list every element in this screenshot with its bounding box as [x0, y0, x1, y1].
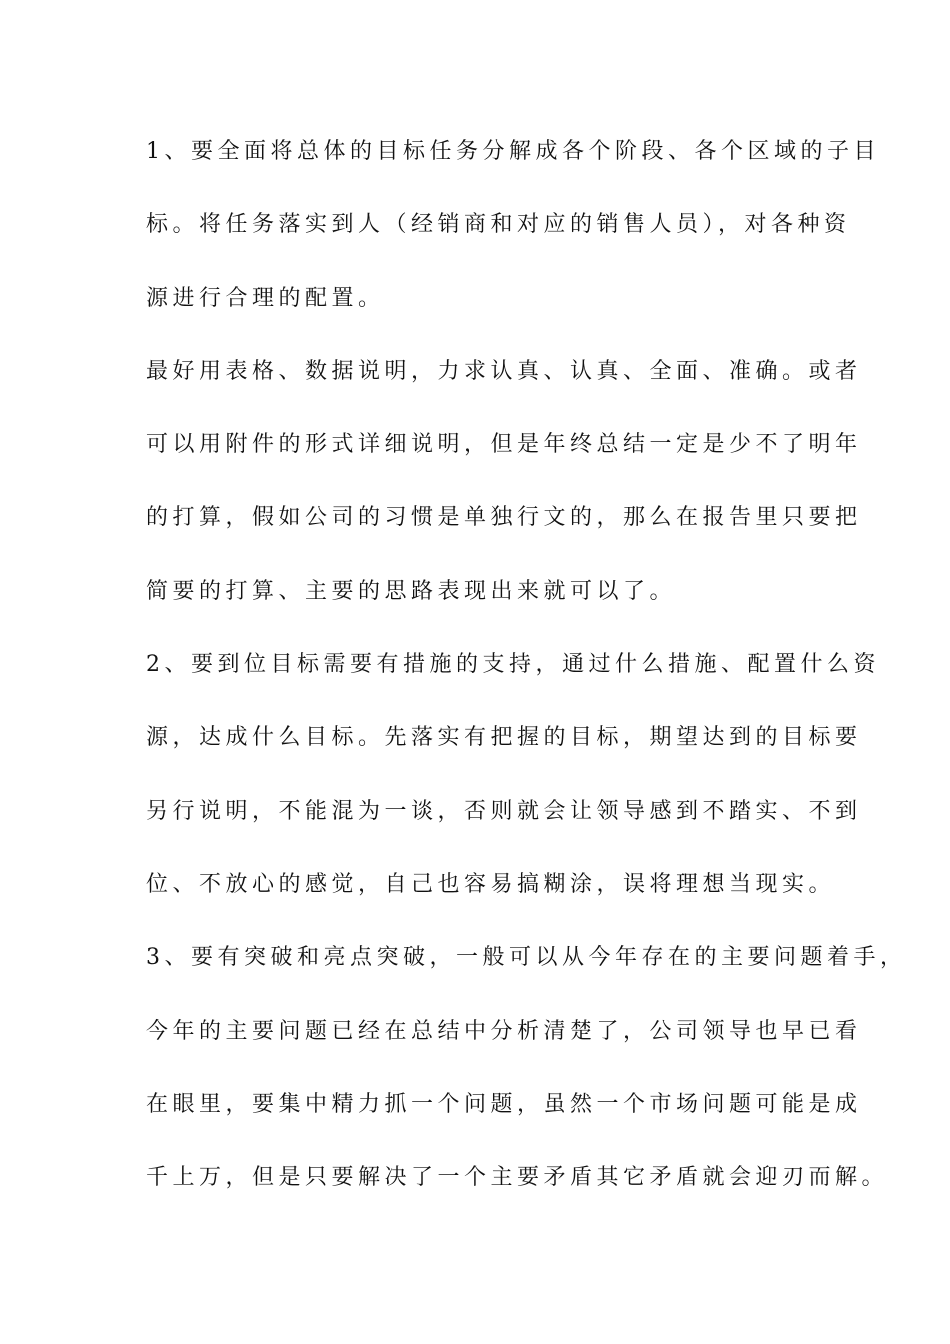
text-line: 源进行合理的配置。 — [146, 285, 385, 311]
text-line: 在眼里，要集中精力抓一个问题，虽然一个市场问题可能是成 — [146, 1091, 862, 1117]
text-line: 最好用表格、数据说明，力求认真、认真、全面、准确。或者 — [146, 358, 862, 384]
text-line: 2、要到位目标需要有措施的支持，通过什么措施、配置什么资 — [146, 652, 880, 678]
text-line: 3、要有突破和亮点突破，一般可以从今年存在的主要问题着手， — [146, 945, 907, 971]
text-line: 千上万，但是只要解决了一个主要矛盾其它矛盾就会迎刃而解。 — [146, 1165, 889, 1191]
text-line: 位、不放心的感觉，自己也容易搞糊涂，误将理想当现实。 — [146, 871, 836, 897]
text-line: 可以用附件的形式详细说明，但是年终总结一定是少不了明年 — [146, 432, 862, 458]
text-line: 标。将任务落实到人（经销商和对应的销售人员），对各种资 — [146, 212, 851, 238]
text-line: 今年的主要问题已经在总结中分析清楚了，公司领导也早已看 — [146, 1018, 862, 1044]
document-body — [146, 124, 907, 1223]
text-line: 的打算，假如公司的习惯是单独行文的，那么在报告里只要把 — [146, 505, 862, 531]
text-line: 简要的打算、主要的思路表现出来就可以了。 — [146, 578, 677, 604]
text-line: 另行说明，不能混为一谈，否则就会让领导感到不踏实、不到 — [146, 798, 862, 824]
text-line: 源，达成什么目标。先落实有把握的目标，期望达到的目标要 — [146, 725, 862, 751]
text-line: 1、要全面将总体的目标任务分解成各个阶段、各个区域的子目 — [146, 139, 880, 164]
